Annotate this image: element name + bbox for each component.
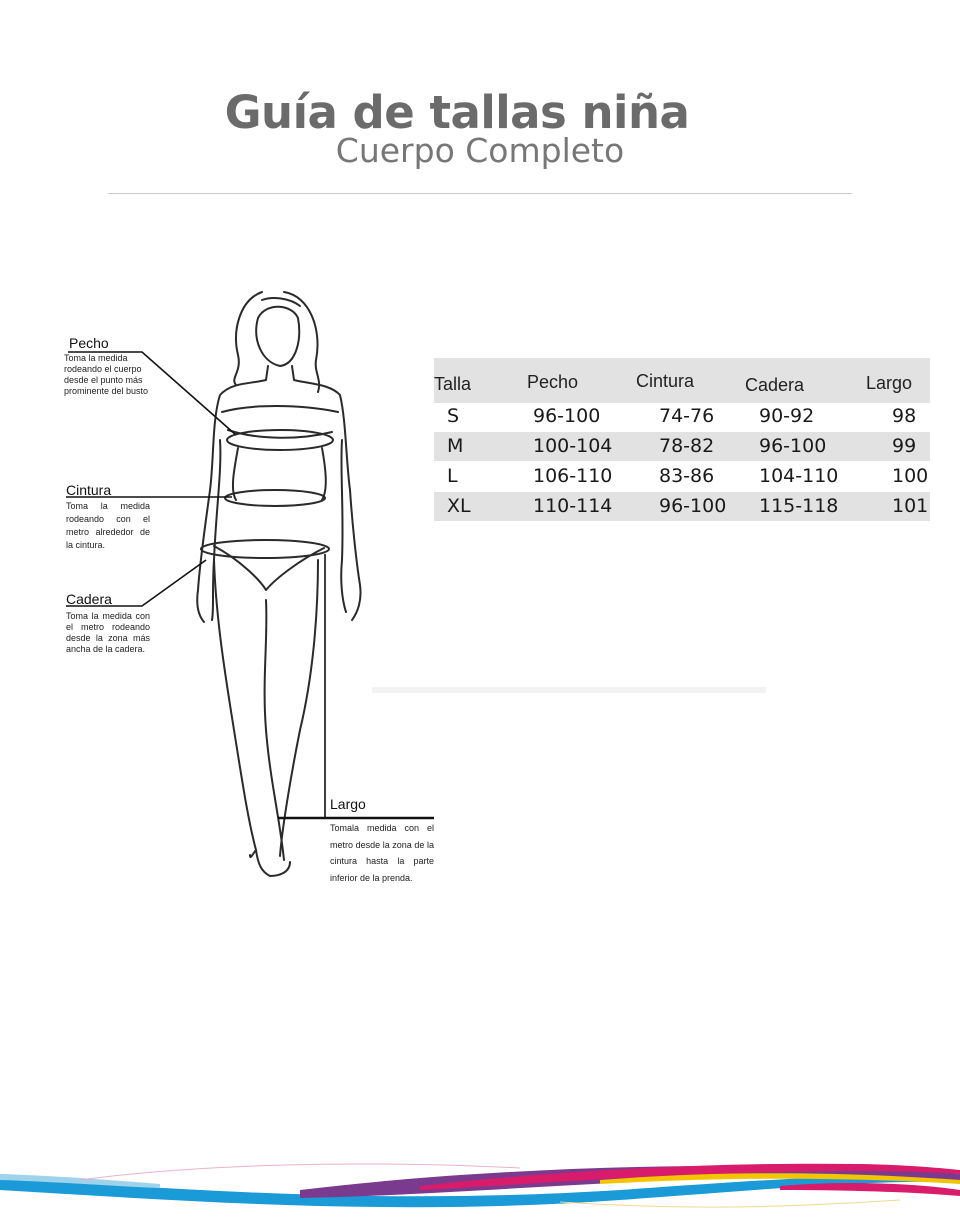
desc-cintura: Toma la medida rodeando con el metro alrededor de la cintura.: [66, 501, 150, 550]
desc-cadera: Toma la medida con el metro rodeando desde la zona más ancha de la cadera.: [66, 611, 150, 654]
cell-cadera: 104-110: [759, 465, 839, 487]
rainbow-swoosh-icon: [0, 1150, 960, 1232]
header-cadera: Cadera: [745, 375, 805, 395]
header-largo: Largo: [866, 373, 913, 393]
cell-largo: 101: [892, 495, 929, 517]
desc-pecho: Toma la medida rodeando el cuerpo desde el punto más prominente del busto: [64, 353, 149, 396]
label-pecho: Pecho: [69, 335, 109, 351]
cell-talla: L: [447, 465, 458, 487]
header-pecho: Pecho: [527, 372, 579, 392]
cell-pecho: 96-100: [533, 405, 601, 427]
cell-cadera: 96-100: [759, 435, 827, 457]
cell-largo: 100: [892, 465, 929, 487]
header-cintura: Cintura: [636, 371, 695, 391]
cell-pecho: 106-110: [533, 465, 613, 487]
cell-cadera: 115-118: [759, 495, 839, 517]
label-largo: Largo: [330, 796, 366, 812]
faint-divider: [372, 687, 766, 693]
cell-cintura: 78-82: [659, 435, 715, 457]
cell-largo: 99: [892, 435, 917, 457]
cell-talla: M: [447, 435, 464, 457]
cell-cintura: 83-86: [659, 465, 715, 487]
page-title: Guía de tallas niña: [224, 86, 690, 139]
cell-cintura: 96-100: [659, 495, 727, 517]
cell-pecho: 100-104: [533, 435, 613, 457]
cell-cadera: 90-92: [759, 405, 815, 427]
cell-cintura: 74-76: [659, 405, 715, 427]
cell-talla: XL: [447, 495, 471, 517]
cell-largo: 98: [892, 405, 917, 427]
label-cintura: Cintura: [66, 482, 112, 498]
header-talla: Talla: [434, 374, 472, 394]
label-cadera: Cadera: [66, 591, 112, 607]
page-subtitle: Cuerpo Completo: [335, 131, 625, 170]
cell-pecho: 110-114: [533, 495, 613, 517]
cell-talla: S: [447, 405, 460, 427]
desc-largo: Tomala medida con el metro desde la zona de la cintura hasta la parte inferior de la prenda.: [330, 823, 434, 883]
